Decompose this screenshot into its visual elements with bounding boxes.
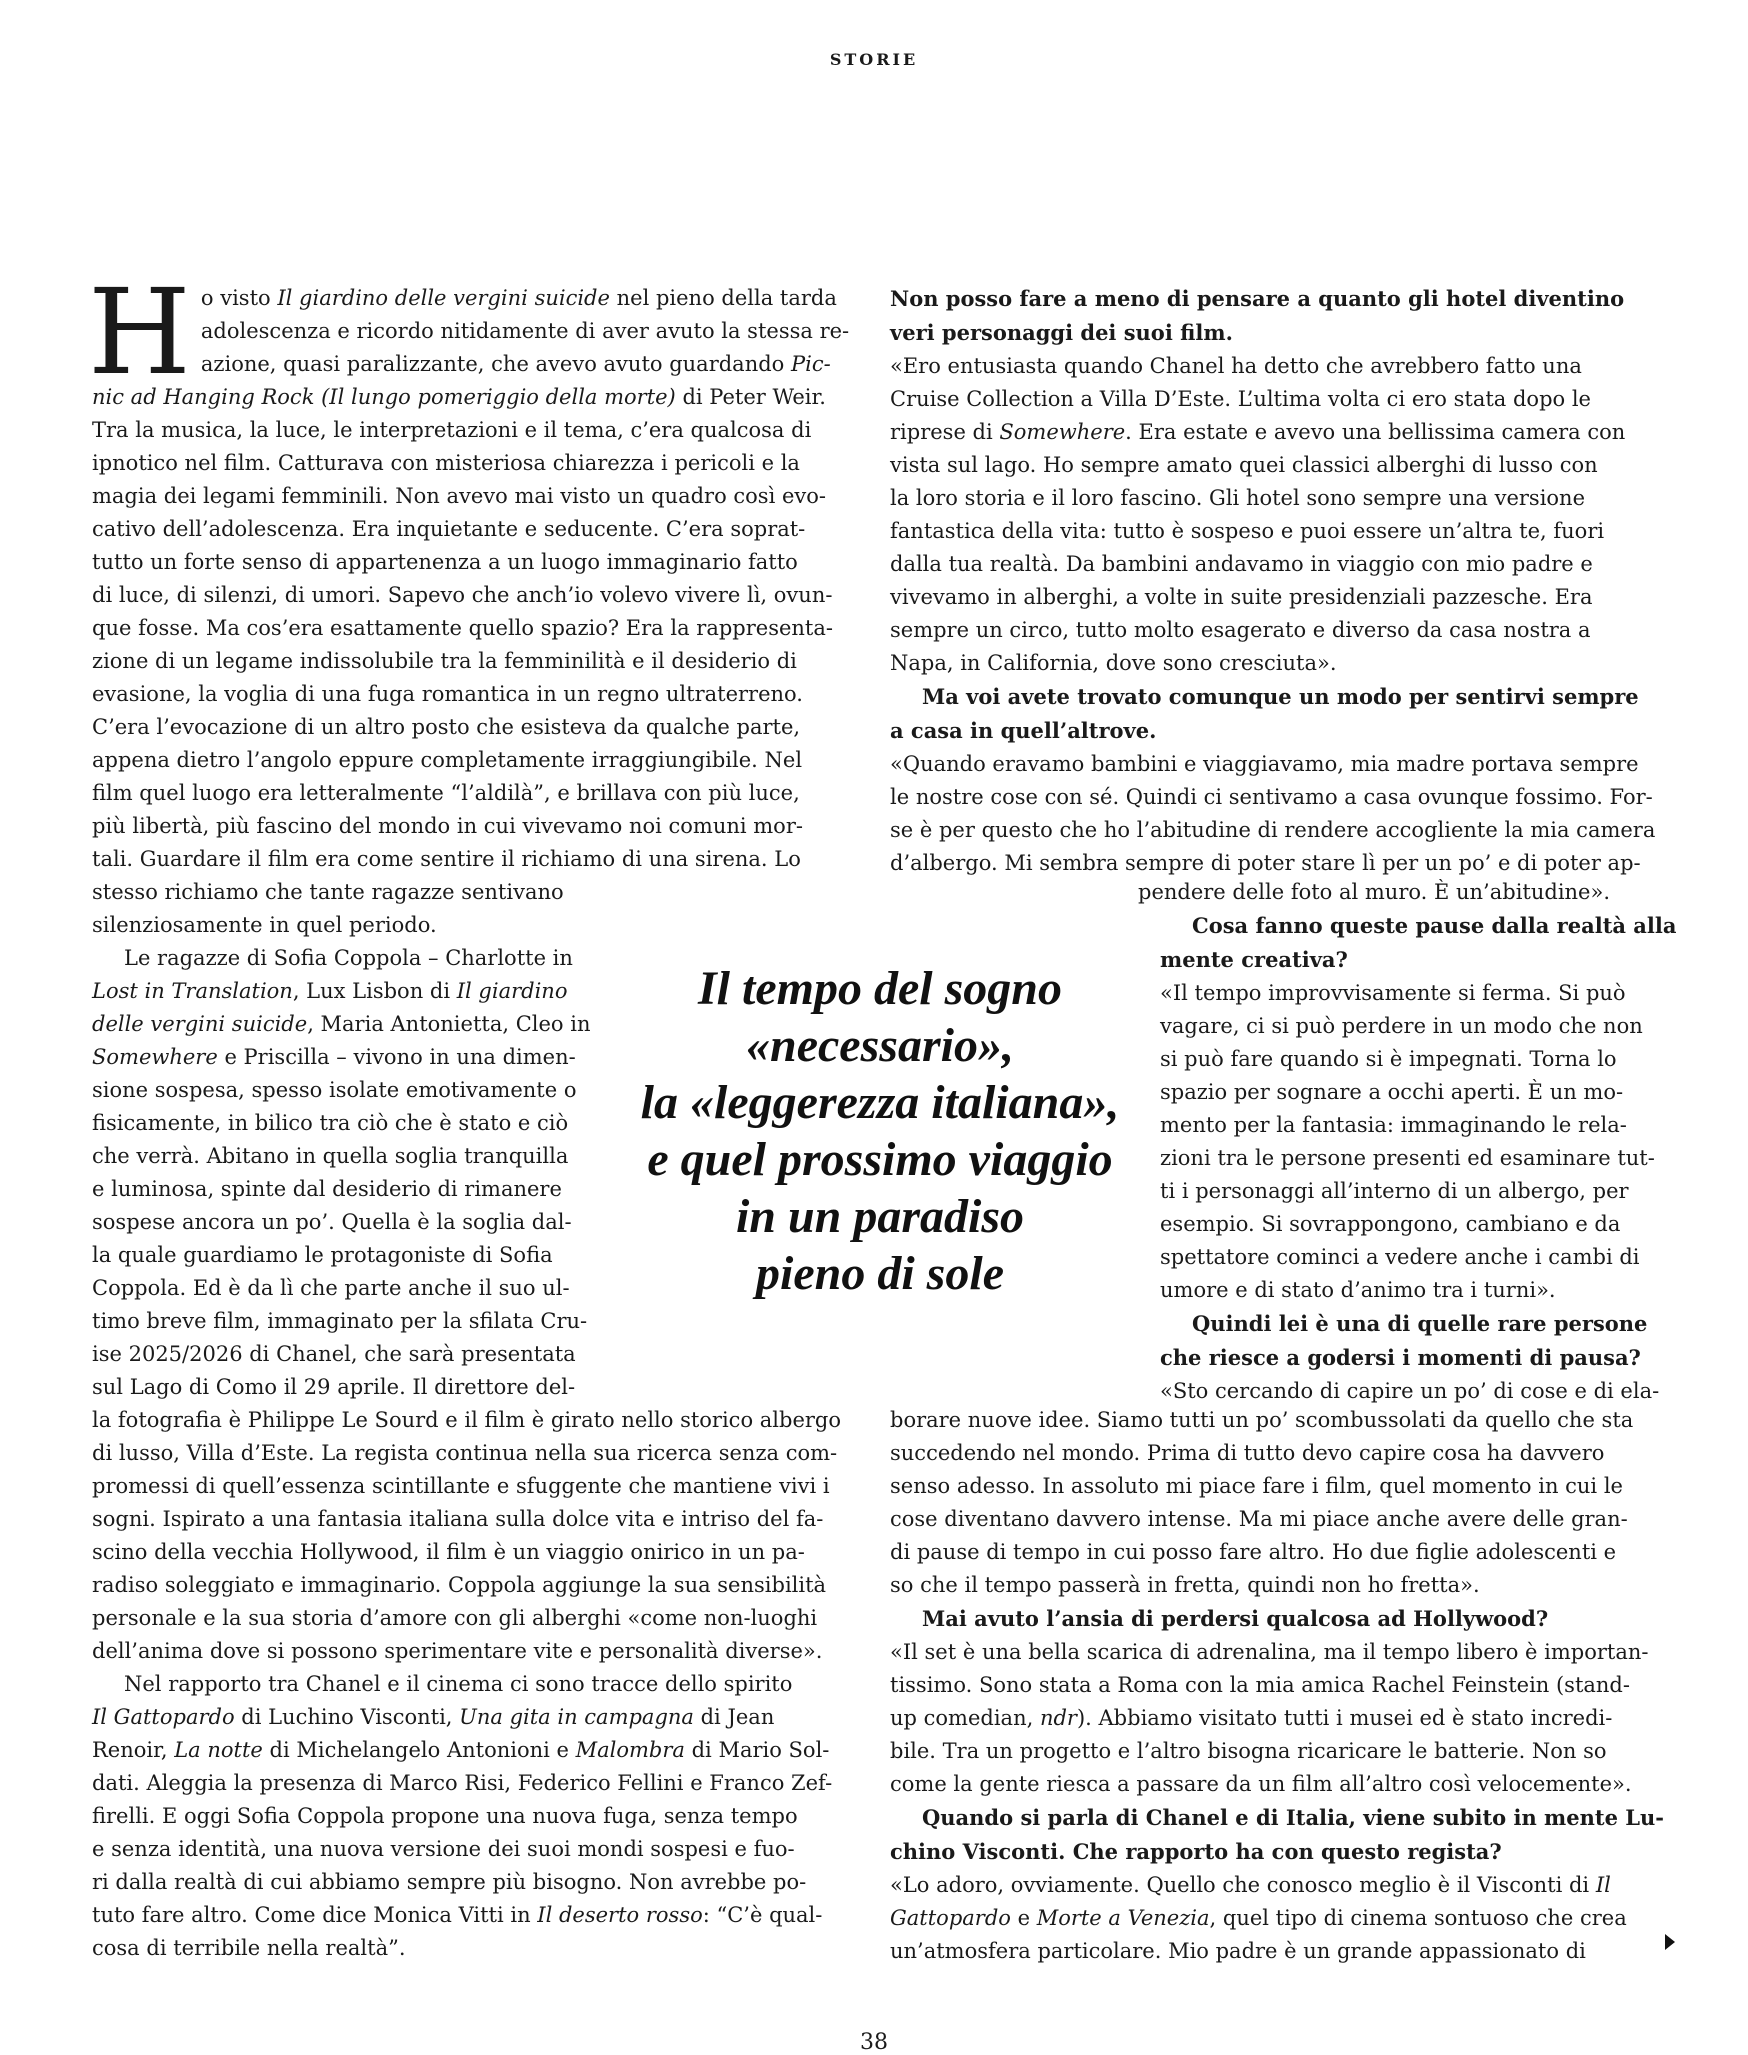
right-top-line: Napa, in California, dove sono cresciuta».: [890, 651, 1337, 675]
left-bottom-line: radiso soleggiato e immaginario. Coppola aggiunge la sua sensibilità: [92, 1573, 827, 1597]
right-top-line: a casa in quell’altrove.: [890, 718, 1157, 743]
left-bottom-line: dati. Aleggia la presenza di Marco Risi, Federico Fellini e Franco Zef-: [92, 1771, 833, 1795]
left-narrow-line: sione sospesa, spesso isolate emotivamente o: [92, 1078, 577, 1102]
right-bottom-line: bile. Tra un progetto e l’altro bisogna ricaricare le batterie. Non so: [890, 1739, 1607, 1763]
left-top-line: ipnotico nel film. Catturava con misteriosa chiarezza i pericoli e la: [92, 451, 800, 475]
left-top-line: Tra la musica, la luce, le interpretazioni e il tema, c’era qualcosa di: [92, 418, 812, 442]
intro-lines: [92, 282, 852, 942]
right-bottom-line: tissimo. Sono stata a Roma con la mia amica Rachel Feinstein (stand-: [890, 1673, 1630, 1697]
drop-cap: H: [88, 263, 191, 401]
left-top-line: o visto Il giardino delle vergini suicide nel pieno della tarda: [200, 286, 837, 310]
right-bottom-line: come la gente riesca a passare da un film all’altro così velocemente».: [890, 1772, 1632, 1796]
left-top-line: zione di un legame indissolubile tra la femminilità e il desiderio di: [92, 649, 797, 673]
right-narrow-line: che riesce a godersi i momenti di pausa?: [1160, 1345, 1641, 1370]
right-narrow-line: zioni tra le persone presenti ed esaminare tut-: [1160, 1146, 1655, 1170]
right-top-line: «Quando eravamo bambini e viaggiavamo, mia madre portava sempre: [890, 752, 1639, 776]
left-narrow-line: e luminosa, spinte dal desiderio di rimanere: [92, 1177, 562, 1201]
left-bottom-line: Il Gattopardo di Luchino Visconti, Una gita in campagna di Jean: [92, 1705, 775, 1729]
right-top-line: le nostre cose con sé. Quindi ci sentivamo a casa ovunque fossimo. For-: [890, 785, 1653, 809]
right-bottom-line: di pause di tempo in cui posso fare altro. Ho due figlie adolescenti e: [890, 1540, 1617, 1564]
left-narrow-line: fisicamente, in bilico tra ciò che è stato e ciò: [92, 1111, 569, 1135]
left-narrow-line: Le ragazze di Sofia Coppola – Charlotte in: [124, 946, 573, 970]
left-top-line: nic ad Hanging Rock (Il lungo pomeriggio della morte) di Peter Weir.: [92, 385, 826, 409]
left-bottom-line: e senza identità, una nuova versione dei suoi mondi sospesi e fuo-: [92, 1837, 795, 1861]
left-bottom-line: cosa di terribile nella realtà”.: [92, 1936, 406, 1960]
pull-quote-line: Il tempo del sogno: [697, 962, 1062, 1015]
left-top-line: evasione, la voglia di una fuga romantica in un regno ultraterreno.: [92, 682, 803, 706]
pull-quote-line: «necessario»,: [746, 1019, 1014, 1072]
left-bottom-line: tuto fare altro. Come dice Monica Vitti in Il deserto rosso: “C’è qual-: [92, 1903, 823, 1927]
left-bottom-line: scino della vecchia Hollywood, il film è un viaggio onirico in un pa-: [92, 1540, 805, 1564]
right-top-line: Ma voi avete trovato comunque un modo per sentirvi sempre: [922, 684, 1639, 709]
right-bottom-line: Gattopardo e Morte a Venezia, quel tipo di cinema sontuoso che crea: [890, 1906, 1627, 1930]
right-top-line: riprese di Somewhere. Era estate e avevo una bellissima camera con: [890, 420, 1626, 444]
pull-quote-line: pieno di sole: [756, 1247, 1004, 1300]
left-bottom-line: firelli. E oggi Sofia Coppola propone una nuova fuga, senza tempo: [92, 1804, 798, 1828]
right-top-line: veri personaggi dei suoi film.: [890, 320, 1233, 345]
left-narrow-line: che verrà. Abitano in quella soglia tranquilla: [92, 1144, 569, 1168]
right-narrow-line: mento per la fantasia: immaginando le rela-: [1160, 1113, 1627, 1137]
right-bottom-line: borare nuove idee. Siamo tutti un po’ scombussolati da quello che sta: [890, 1408, 1634, 1432]
right-bottom-line: so che il tempo passerà in fretta, quindi non ho fretta».: [890, 1573, 1480, 1597]
right-bottom-line: succedendo nel mondo. Prima di tutto devo capire cosa ha davvero: [890, 1441, 1605, 1465]
left-bottom-line: personale e la sua storia d’amore con gli alberghi «come non-luoghi: [92, 1606, 818, 1630]
left-narrow-line: Somewhere e Priscilla – vivono in una dimen-: [92, 1045, 576, 1069]
continue-arrow-icon: [1665, 1934, 1675, 1950]
right-top-line: la loro storia e il loro fascino. Gli hotel sono sempre una versione: [890, 486, 1585, 510]
right-narrow-line: vagare, ci si può perdere in un modo che non: [1160, 1014, 1643, 1038]
right-top-line: se è per questo che ho l’abitudine di rendere accogliente la mia camera: [890, 818, 1656, 842]
left-top-line: que fosse. Ma cos’era esattamente quello spazio? Era la rappresenta-: [92, 616, 833, 640]
left-narrow-line: Coppola. Ed è da lì che parte anche il suo ul-: [92, 1276, 570, 1300]
right-narrow-line: pendere delle foto al muro. È un’abitudine».: [1138, 880, 1611, 904]
left-top-line: C’era l’evocazione di un altro posto che esisteva da qualche parte,: [92, 715, 801, 739]
left-top-line: magia dei legami femminili. Non avevo mai visto un quadro così evo-: [92, 484, 826, 508]
left-narrow-line: ise 2025/2026 di Chanel, che sarà presentata: [92, 1342, 576, 1366]
left-narrow-line: timo breve film, immaginato per la sfilata Cru-: [92, 1309, 588, 1333]
right-bottom-line: «Il set è una bella scarica di adrenalina, ma il tempo libero è importan-: [890, 1640, 1649, 1664]
interview-right-bottom: [890, 1404, 1665, 1968]
right-narrow-line: si può fare quando si è impegnati. Torna lo: [1160, 1047, 1617, 1071]
article-intro: [88, 263, 852, 942]
right-narrow-line: ti i personaggi all’interno di un albergo, per: [1160, 1179, 1629, 1203]
interview-right-narrow: [1138, 876, 1677, 1408]
right-top-line: vista sul lago. Ho sempre amato quei classici alberghi di lusso con: [890, 453, 1598, 477]
left-bottom-line: dell’anima dove si possono sperimentare vite e personalità diverse».: [92, 1639, 823, 1663]
article-left-narrow: [92, 942, 592, 1404]
page-number: 38: [860, 2030, 888, 2055]
left-top-line: tutto un forte senso di appartenenza a un luogo immaginario fatto: [92, 550, 798, 574]
left-bottom-line: Nel rapporto tra Chanel e il cinema ci sono tracce dello spirito: [124, 1672, 793, 1696]
left-top-line: film quel luogo era letteralmente “l’aldilà”, e brillava con più luce,: [92, 781, 800, 805]
left-bottom-line: sogni. Ispirato a una fantasia italiana sulla dolce vita e intriso del fa-: [92, 1507, 824, 1531]
left-top-line: appena dietro l’angolo eppure completamente irraggiungibile. Nel: [92, 748, 803, 772]
pull-quote-line: in un paradiso: [735, 1190, 1025, 1243]
pull-quote: [600, 960, 1160, 1302]
right-narrow-line: «Il tempo improvvisamente si ferma. Si può: [1160, 981, 1626, 1005]
right-top-line: vivevamo in alberghi, a volte in suite presidenziali pazzesche. Era: [890, 585, 1593, 609]
right-narrow-line: esempio. Si sovrappongono, cambiano e da: [1160, 1212, 1621, 1236]
right-narrow-line: «Sto cercando di capire un po’ di cose e di ela-: [1160, 1379, 1660, 1403]
right-narrow-line: spettatore cominci a vedere anche i cambi di: [1160, 1245, 1640, 1269]
right-bottom-line: «Lo adoro, ovviamente. Quello che conosco meglio è il Visconti di Il: [890, 1873, 1611, 1897]
right-narrow-line: Cosa fanno queste pause dalla realtà alla: [1192, 913, 1677, 938]
left-top-line: tali. Guardare il film era come sentire il richiamo di una sirena. Lo: [92, 847, 801, 871]
left-top-line: silenziosamente in quel periodo.: [92, 913, 437, 937]
right-bottom-line: senso adesso. In assoluto mi piace fare i film, quel momento in cui le: [890, 1474, 1623, 1498]
pull-quote-line: e quel prossimo viaggio: [647, 1133, 1113, 1186]
right-top-line: «Ero entusiasta quando Chanel ha detto che avrebbero fatto una: [890, 354, 1582, 378]
section-header: STORIE: [829, 50, 919, 69]
left-bottom-line: Renoir, La notte di Michelangelo Antonioni e Malombra di Mario Sol-: [92, 1738, 830, 1762]
right-bottom-line: Mai avuto l’ansia di perdersi qualcosa ad Hollywood?: [922, 1606, 1549, 1631]
right-narrow-line: spazio per sognare a occhi aperti. È un mo-: [1160, 1080, 1624, 1104]
right-bottom-line: Quando si parla di Chanel e di Italia, viene subito in mente Lu-: [922, 1805, 1665, 1830]
right-top-line: d’albergo. Mi sembra sempre di poter stare lì per un po’ e di poter ap-: [890, 851, 1641, 875]
left-bottom-line: di lusso, Villa d’Este. La regista continua nella sua ricerca senza com-: [92, 1441, 838, 1465]
right-top-line: sempre un circo, tutto molto esagerato e diverso da casa nostra a: [890, 618, 1591, 642]
left-narrow-line: delle vergini suicide, Maria Antonietta, Cleo in: [92, 1012, 591, 1036]
right-narrow-line: umore e di stato d’animo tra i turni».: [1160, 1278, 1556, 1302]
left-top-line: adolescenza e ricordo nitidamente di aver avuto la stessa re-: [200, 319, 850, 343]
article-left-bottom: [92, 1404, 852, 1965]
left-narrow-line: sospese ancora un po’. Quella è la soglia dal-: [92, 1210, 572, 1234]
left-narrow-line: sul Lago di Como il 29 aprile. Il direttore del-: [92, 1375, 576, 1399]
pull-quote-line: la «leggerezza italiana»,: [640, 1076, 1120, 1129]
left-narrow-line: Lost in Translation, Lux Lisbon di Il giardino: [92, 979, 568, 1003]
left-bottom-line: ri dalla realtà di cui abbiamo sempre più bisogno. Non avrebbe po-: [92, 1870, 807, 1894]
left-narrow-line: la quale guardiamo le protagoniste di Sofia: [92, 1243, 553, 1267]
right-narrow-line: Quindi lei è una di quelle rare persone: [1192, 1311, 1648, 1336]
left-top-line: stesso richiamo che tante ragazze sentivano: [92, 880, 564, 904]
left-top-line: di luce, di silenzi, di umori. Sapevo che anch’io volevo vivere lì, ovun-: [92, 583, 833, 607]
left-bottom-line: promessi di quell’essenza scintillante e sfuggente che mantiene vivi i: [92, 1474, 830, 1498]
left-top-line: più libertà, più fascino del mondo in cui vivevamo noi comuni mor-: [92, 814, 803, 838]
left-bottom-line: la fotografia è Philippe Le Sourd e il film è girato nello storico albergo: [92, 1408, 841, 1432]
right-bottom-line: un’atmosfera particolare. Mio padre è un grande appassionato di: [890, 1939, 1586, 1963]
left-top-line: cativo dell’adolescenza. Era inquietante e seducente. C’era soprat-: [92, 517, 806, 541]
right-narrow-line: mente creativa?: [1160, 947, 1348, 972]
right-bottom-line: cose diventano davvero intense. Ma mi piace anche avere delle gran-: [890, 1507, 1628, 1531]
interview-right-top: [890, 282, 1656, 880]
right-top-line: dalla tua realtà. Da bambini andavamo in viaggio con mio padre e: [890, 552, 1593, 576]
right-top-line: Non posso fare a meno di pensare a quanto gli hotel diventino: [890, 286, 1625, 311]
right-bottom-line: chino Visconti. Che rapporto ha con questo regista?: [890, 1839, 1502, 1864]
right-top-line: Cruise Collection a Villa D’Este. L’ultima volta ci ero stata dopo le: [890, 387, 1591, 411]
right-top-line: fantastica della vita: tutto è sospeso e puoi essere un’altra te, fuori: [890, 519, 1605, 543]
left-top-line: azione, quasi paralizzante, che avevo avuto guardando Pic-: [200, 352, 831, 376]
right-bottom-line: up comedian, ndr). Abbiamo visitato tutti i musei ed è stato incredi-: [890, 1706, 1613, 1730]
